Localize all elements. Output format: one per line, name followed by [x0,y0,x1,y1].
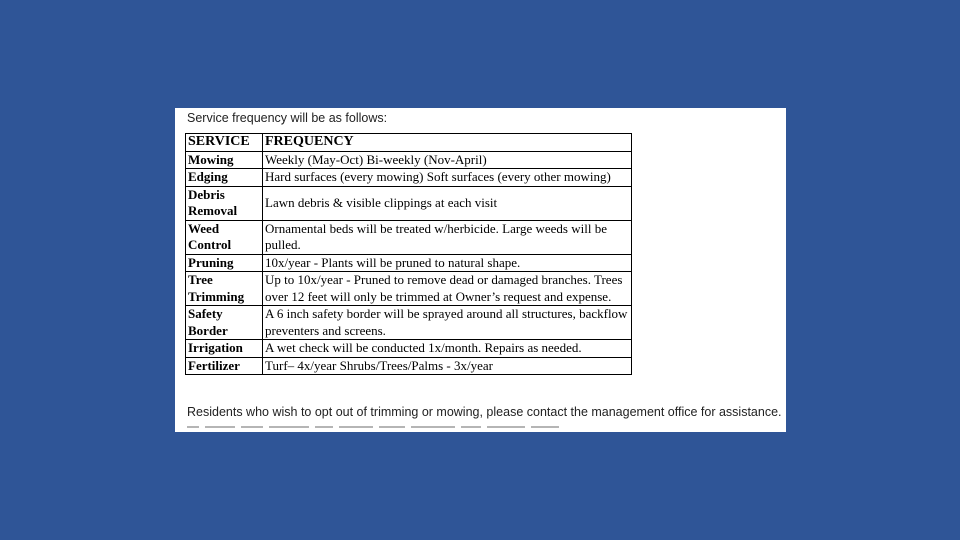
table-row [186,151,632,169]
service-frequency-table [185,133,632,375]
frequency-cell: A 6 inch safety border will be sprayed around all structures, backflow preventers and screens. [263,306,632,340]
service-cell: Tree Trimming [186,272,263,306]
frequency-cell: Weekly (May-Oct) Bi-weekly (Nov-April) [263,151,632,169]
table-row [186,357,632,375]
table-row [186,254,632,272]
frequency-cell: A wet check will be conducted 1x/month. Repairs as needed. [263,340,632,358]
service-cell: Irrigation [186,340,263,358]
service-cell: Edging [186,169,263,187]
table-row [186,220,632,254]
table-row [186,186,632,220]
frequency-cell: Hard surfaces (every mowing) Soft surfaces (every other mowing) [263,169,632,187]
table-row [186,340,632,358]
frequency-cell: Up to 10x/year - Pruned to remove dead or damaged branches. Trees over 12 feet will only be trimmed at Owner’s request and expense. [263,272,632,306]
service-cell: Safety Border [186,306,263,340]
frequency-cell: Ornamental beds will be treated w/herbicide. Large weeds will be pulled. [263,220,632,254]
frequency-cell: Turf– 4x/year Shrubs/Trees/Palms - 3x/year [263,357,632,375]
service-cell: Mowing [186,151,263,169]
frequency-cell: Lawn debris & visible clippings at each visit [263,186,632,220]
frequency-cell: 10x/year - Plants will be pruned to natural shape. [263,254,632,272]
footer-note: Residents who wish to opt out of trimming or mowing, please contact the management office for assistance. [187,405,782,419]
table-row [186,306,632,340]
service-cell: Debris Removal [186,186,263,220]
service-cell: Pruning [186,254,263,272]
service-cell: Fertilizer [186,357,263,375]
table-row [186,169,632,187]
document-excerpt [175,108,786,432]
service-cell: Weed Control [186,220,263,254]
truncated-text-line [187,426,587,432]
intro-text: Service frequency will be as follows: [187,111,388,125]
header-service: SERVICE [186,134,263,152]
table-header-row [186,134,632,152]
table-row [186,272,632,306]
header-frequency: FREQUENCY [263,134,632,152]
